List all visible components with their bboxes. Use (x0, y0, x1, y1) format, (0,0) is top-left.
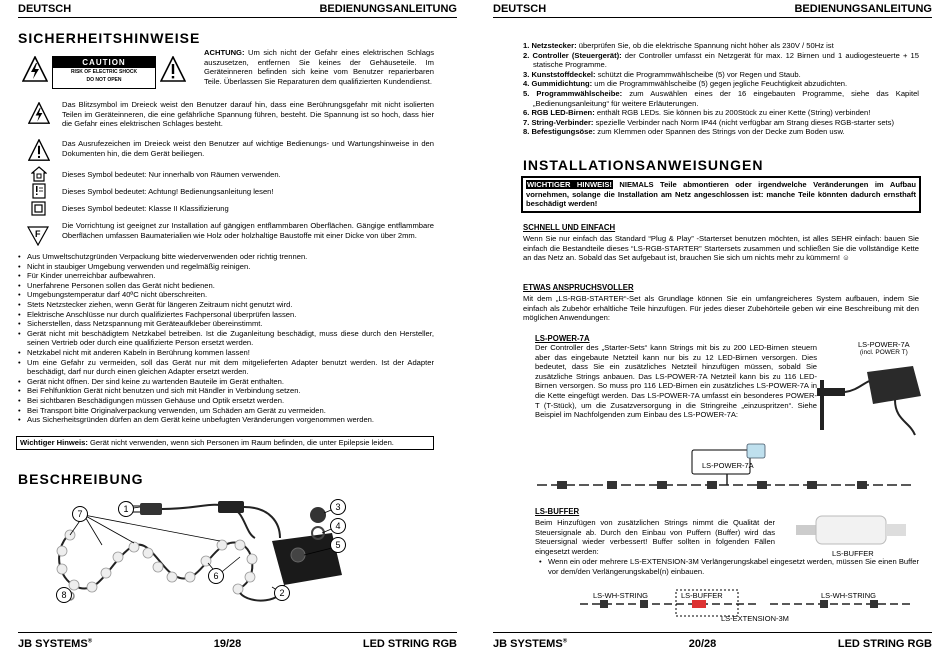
important-notice-box (521, 176, 921, 213)
safety-bullet-item: • Aus Umweltschutzgründen Verpackung bitte wiederverwenden oder richtig trennen. (18, 252, 434, 262)
safety-bullet-item: • Unerfahrene Personen sollen das Gerät nicht bedienen. (18, 281, 434, 291)
parts-item-label: 6. RGB LED-Birnen: (523, 108, 595, 118)
lightning-triangle-icon (28, 102, 50, 124)
exclamation-paragraph: Das Ausrufezeichen im Dreieck weist den Benutzer auf wichtige Bedienungs- und Wartungshinweise in den Dokumenten hin, die dem Gerät beiliegen. (62, 139, 434, 158)
page-footer (18, 632, 457, 650)
parts-item-label: 5. Programmwählscheibe: (523, 88, 623, 98)
buffer-text: Beim Hinzufügen von zusätzlichen Strings nimmt die Qualität der Steuersignale ab. Durch den Einbau von Puffern (Buffer) wird das Steuersignal wieder verbessert! Buffer sollten in folgenden Fällen eingesetzt werden: (535, 518, 775, 556)
symbol-f-text: Die Vorrichtung ist geeignet zur Installation auf gängigen entflammbaren Oberflächen. Gängige entflammbare Oberflächen umfassen Baumaterialien wie Holz oder holzhaltige Baustoffe mit einer Dicke von über 2mm. (62, 221, 434, 240)
read-manual-icon (31, 183, 47, 199)
parts-list-item (523, 127, 919, 137)
achtung-text: Um sich nicht der Gefahr eines elektrischen Schlags auszusetzen, entfernen Sie keines der Gehäuseteile. Im Geräteinneren befinden sich keine vom Benutzer reparierbaren Teile. Überlassen Sie Reparaturen dem qualifizierten Kundendienst. (204, 48, 434, 86)
parts-item-text: um die Programmwählscheibe (5) gegen jegliche Feuchtigkeit abzudichten. (592, 79, 848, 89)
buffer-bullet: • Wenn ein oder mehrere LS-EXTENSION-3M Verlängerungskabel eingesetzt werden, müssen Sie einen Buffer vor dem/den Verlängerungskabel(n) einbauen. (539, 557, 919, 576)
extended-text: Mit dem „LS-RGB-STARTER“-Set als Grundlage können Sie ein umfangreicheres System aufbauen, indem Sie einfach als Zubehör erhältliche Teile hinzufügen. Für jedes dieser Zubehörteile geben wir eine Beschreibung mit den möglichen Anwendungen: (523, 294, 919, 323)
footer-page-number: 20/28 (688, 638, 717, 650)
power-install-diagram (527, 440, 922, 500)
callout-number: 3 (330, 499, 346, 515)
caution-sub2: DO NOT OPEN (86, 77, 122, 83)
parts-item-text: zum Auswählen eines der 16 eingebauten Programme, siehe das Kapitel „Bedienungsanleitung“ für weitere Erläuterungen. (533, 88, 919, 108)
lightning-paragraph: Das Blitzsymbol im Dreieck weist den Benutzer darauf hin, dass eine Berührungsgefahr mit nicht isolierten Teilen im Geräteinneren, die eine gefährliche Spannung führen, besteht. Die Spannung ist so hoch, dass hier die Gefahr eines elektrischen Schlages besteht. (62, 100, 434, 129)
parts-item-text: zum Klemmen oder Spannen des Strings von der Decke zum Boden usw. (595, 127, 845, 137)
safety-bullet-item: • Bei Transport bitte Originalverpackung verwenden, um Schäden am Gerät zu vermeiden. (18, 406, 434, 416)
symbol-manual-text: Dieses Symbol bedeutet: Achtung! Bedienungsanleitung lesen! (62, 187, 274, 196)
power-supply-photo (815, 350, 925, 440)
safety-bullet-item: • Bei Fehlfunktion Gerät nicht benutzen und sich mit Händler in Verbindung setzen. (18, 386, 434, 396)
safety-bullet-item: • Aus Sicherheitsgründen dürfen an dem Gerät keine unbefugten Veränderungen vorgenommen werden. (18, 415, 434, 425)
quick-text: Wenn Sie nur einfach das Standard “Plug & Play” -Starterset benutzen möchten, ist alles SEHR einfach: bauen Sie einfach die Bestandteile dieses “LS-RGB-STARTER” Startersets zusammen und schließen Sie die vollständige Kette an das Netz an. Sobald das Set aufgebaut ist, brauchen Sie sich um nichts mehr zu kümmern! ☺ (523, 234, 919, 263)
callout-number: 6 (208, 568, 224, 584)
warning-label: Wichtiger Hinweis: (20, 438, 88, 447)
class-ii-icon (31, 201, 46, 216)
quick-title: SCHNELL UND EINFACH (523, 223, 616, 232)
parts-item-label: 7. String-Verbinder: (523, 117, 594, 127)
parts-item-text: spezielle Verbinder nach Norm IP44 (nicht verfügbar am Strang dieses RGB-starter sets) (593, 117, 894, 127)
safety-bullet-item: • Gerät nicht mit beschädigtem Netzkabel betreiben. Ist die Zuganleitung beschädigt, muss diese durch den Hersteller, seinen Vertrieb oder durch eine qualifizierte Person ersetzt werden. (18, 329, 434, 348)
safety-bullet-item: • Elektrische Anschlüsse nur durch qualifiziertes Fachpersonal überprüfen lassen. (18, 310, 434, 320)
diagram-string-right: LS-WH-STRING (821, 591, 876, 600)
parts-item-text: der Controller umfasst ein Netzgerät für max. 12 Birnen und 1 audiogesteuerte + 15 statische Programme. (533, 50, 919, 70)
buffer-photo (791, 510, 911, 550)
page-header (18, 0, 457, 18)
page-footer (493, 632, 932, 650)
safety-title: SICHERHEITSHINWEISE (18, 30, 201, 46)
power-diagram-label: LS-POWER-7A (702, 461, 754, 470)
safety-bullet-item: • Für Kinder unerreichbar aufbewahren. (18, 271, 434, 281)
parts-list-item (523, 89, 919, 108)
parts-item-label: 8. Befestigungsöse: (523, 127, 596, 137)
exclamation-triangle-icon (28, 139, 50, 161)
caution-label (52, 56, 156, 89)
diagram-buffer: LS-BUFFER (681, 591, 723, 600)
footer-brand: JB SYSTEMS® (18, 638, 93, 650)
achtung-label: ACHTUNG: (204, 48, 245, 57)
achtung-paragraph (204, 48, 434, 86)
exclamation-warning-icon (160, 56, 186, 82)
svg-text:F: F (35, 229, 41, 239)
product-overview-figure (40, 493, 400, 613)
safety-bullet-item: • Netzkabel nicht mit anderen Kabeln in Berührung kommen lassen! (18, 348, 434, 358)
parts-item-text: enthält RGB LEDs. Sie können bis zu 200Stück zu einer Kette (String) verbinden! (594, 108, 871, 118)
flammable-surface-f-icon (27, 226, 49, 246)
symbol-class-text: Dieses Symbol bedeutet: Klasse II Klassifizierung (62, 204, 229, 213)
power-text: Der Controller des „Starter-Sets“ kann Strings mit bis zu 200 LED-Birnen steuern aber das eingebaute Netzteil kann nur bis zu 12 LED-Birnen versorgen. Dies bedeutet, dass Sie ein zusätzliches Netzteil hinzufügen müssen, sobald Sie zusätzliche Strings anbauen. Das LS-POWER-7A Netzteil kann bis zu 116 LED-Birnen versorgen. So muss pro 116 LED-Birnen ein zusätzliches LS-POWER-7A in die Kette eingefügt werden. Das LS-POWER-7A umfasst ein besonderes POWER-T (T-Stück), um die Zusatzversorgung in die Stringreihe „einzuspritzen“. Siehe Beispiel im Nachfolgenden zum Einbau des LS-POWER-7A: (535, 343, 817, 420)
parts-list-item (523, 118, 919, 128)
callout-number: 7 (72, 506, 88, 522)
safety-bullet-item: • Gerät nicht öffnen. Der sind keine zu wartenden Bauteile im Gerät enthalten. (18, 377, 434, 387)
callout-number: 1 (118, 501, 134, 517)
diagram-string-left: LS-WH-STRING (593, 591, 648, 600)
safety-bullet-item: • Bei sichtbaren Beschädigungen müssen Gehäuse und Optik ersetzt werden. (18, 396, 434, 406)
buffer-title: LS-BUFFER (535, 507, 580, 516)
extended-title: ETWAS ANSPRUCHSVOLLER (523, 283, 634, 292)
install-title: INSTALLATIONSANWEISUNGEN (523, 157, 764, 173)
header-language: DEUTSCH (493, 3, 547, 15)
footer-product: LED STRING RGB (362, 638, 457, 650)
caution-sub1: RISK OF ELECTRIC SHOCK (70, 69, 138, 75)
symbol-indoor-text: Dieses Symbol bedeutet: Nur innerhalb von Räumen verwenden. (62, 170, 281, 179)
parts-list (523, 41, 919, 137)
header-title: BEDIENUNGSANLEITUNG (319, 3, 457, 15)
power-photo-caption: LS-POWER-7A (incl. POWER T) (858, 340, 910, 356)
buffer-photo-label: LS-BUFFER (832, 549, 874, 558)
parts-item-text: schützt die Programmwählscheibe (5) vor Regen und Staub. (595, 69, 801, 79)
parts-item-label: 2. Controller (Steuergerät): (523, 50, 622, 60)
parts-list-item (523, 51, 919, 70)
lightning-warning-icon (22, 56, 48, 82)
parts-item-text: überprüfen Sie, ob die elektrische Spannung nicht höher als 230V / 50Hz ist (576, 41, 834, 50)
parts-list-item (523, 41, 919, 51)
caution-title: CAUTION (53, 57, 155, 68)
warning-text: Gerät nicht verwenden, wenn sich Personen im Raum befinden, die unter Epilepsie leiden. (87, 438, 394, 447)
header-title: BEDIENUNGSANLEITUNG (794, 3, 932, 15)
safety-bullet-item: • Stets Netzstecker ziehen, wenn Gerät für längeren Zeitraum nicht genutzt wird. (18, 300, 434, 310)
buffer-bullet-list (539, 557, 919, 576)
diagram-extension: LS-EXTENSION-3M (721, 614, 789, 623)
safety-bullet-item: • Umgebungstemperatur darf 40ºC nicht überschreiten. (18, 290, 434, 300)
safety-bullet-item: • Nicht in staubiger Umgebung verwenden und regelmäßig reinigen. (18, 262, 434, 272)
power-title: LS-POWER-7A (535, 334, 590, 343)
parts-item-label: 3. Kunststoffdeckel: (523, 69, 596, 79)
callout-number: 4 (330, 518, 346, 534)
footer-page-number: 19/28 (213, 638, 242, 650)
header-language: DEUTSCH (18, 3, 72, 15)
callout-number: 5 (330, 537, 346, 553)
safety-bullet-list (18, 252, 434, 425)
safety-bullet-item: • Um eine Gefahr zu vermeiden, soll das Gerät nur mit dem mitgelieferten Adapter benutzt werden. Ist der Adapter beschädigt, darf nur durch einen gleichen Adapter ersetzt werden. (18, 358, 434, 377)
page-header (493, 0, 932, 18)
parts-list-item (523, 79, 919, 89)
parts-list-item (523, 70, 919, 80)
parts-list-item (523, 108, 919, 118)
important-text: NIEMALS Teile abmontieren oder irgendwelche Veränderungen im Aufbau vornehmen, solange die Installation am Netz angeschlossen ist: manche Teile könnten dadurch ernsthaft beschädigt werden! (526, 180, 917, 209)
footer-brand: JB SYSTEMS® (493, 638, 568, 650)
safety-bullet-item: • Sicherstellen, dass Netzspannung mit Geräteaufkleber übereinstimmt. (18, 319, 434, 329)
page-right (475, 0, 950, 654)
parts-item-label: 1. Netzstecker: (523, 41, 577, 50)
callout-number: 2 (274, 585, 290, 601)
description-title: BESCHREIBUNG (18, 471, 144, 487)
callout-number: 8 (56, 587, 72, 603)
indoor-house-icon (31, 166, 47, 182)
footer-product: LED STRING RGB (837, 638, 932, 650)
parts-item-label: 4. Gummidichtung: (523, 79, 593, 89)
important-label: WICHTIGER HINWEIS! (527, 180, 612, 189)
epilepsy-warning-box (16, 436, 434, 450)
